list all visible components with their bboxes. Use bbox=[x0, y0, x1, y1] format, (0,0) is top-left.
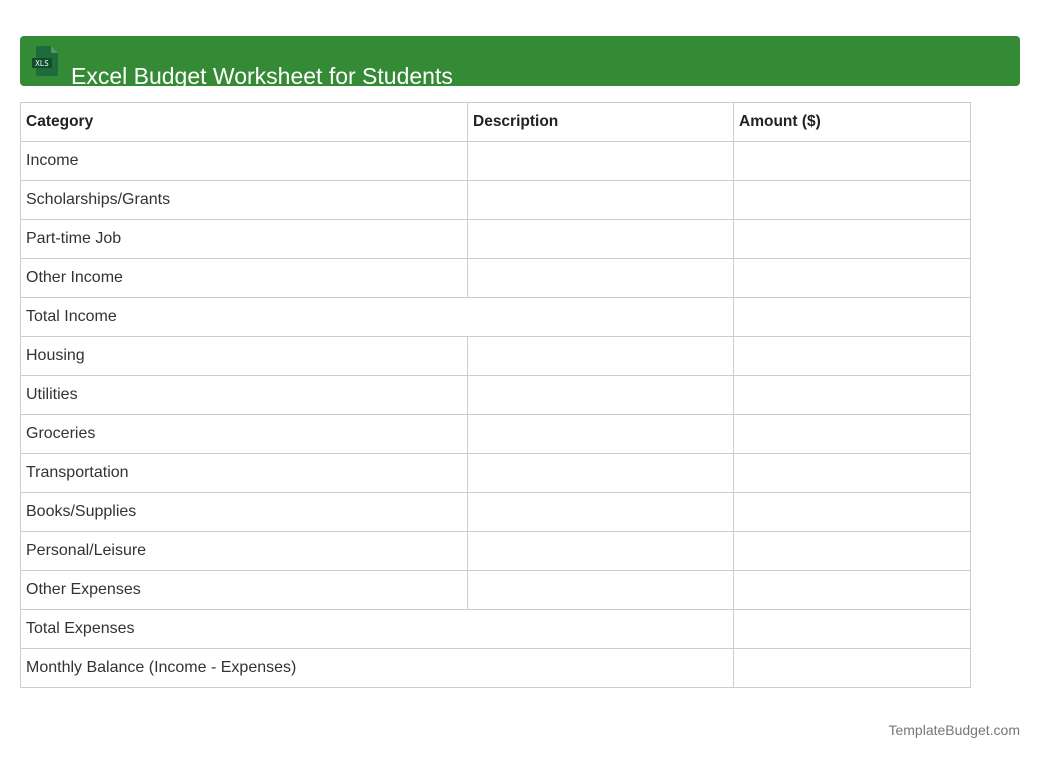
category-cell: Books/Supplies bbox=[21, 493, 468, 532]
description-cell[interactable] bbox=[468, 142, 734, 181]
amount-cell[interactable] bbox=[734, 142, 971, 181]
table-row-total-income bbox=[21, 298, 971, 337]
table-row-monthly-balance bbox=[21, 649, 971, 688]
table-row-other-income bbox=[21, 259, 971, 298]
amount-cell[interactable] bbox=[734, 571, 971, 610]
amount-cell[interactable] bbox=[734, 220, 971, 259]
description-cell[interactable] bbox=[468, 376, 734, 415]
description-cell[interactable] bbox=[468, 415, 734, 454]
amount-cell[interactable] bbox=[734, 181, 971, 220]
description-cell[interactable] bbox=[468, 259, 734, 298]
amount-cell[interactable] bbox=[734, 415, 971, 454]
table-row-scholarships-grants bbox=[21, 181, 971, 220]
table-row-housing bbox=[21, 337, 971, 376]
description-cell[interactable] bbox=[468, 454, 734, 493]
total-income-amount-cell[interactable] bbox=[734, 298, 971, 337]
category-cell: Other Expenses bbox=[21, 571, 468, 610]
column-header-description: Description bbox=[468, 103, 734, 142]
amount-cell[interactable] bbox=[734, 376, 971, 415]
category-cell: Other Income bbox=[21, 259, 468, 298]
table-row-utilities bbox=[21, 376, 971, 415]
category-cell: Housing bbox=[21, 337, 468, 376]
amount-cell[interactable] bbox=[734, 259, 971, 298]
monthly-balance-amount-cell[interactable] bbox=[734, 649, 971, 688]
description-cell[interactable] bbox=[468, 181, 734, 220]
description-cell[interactable] bbox=[468, 220, 734, 259]
table-row-personal-leisure bbox=[21, 532, 971, 571]
table-row-part-time-job bbox=[21, 220, 971, 259]
column-header-category: Category bbox=[21, 103, 468, 142]
amount-cell[interactable] bbox=[734, 454, 971, 493]
table-row-income bbox=[21, 142, 971, 181]
total-expenses-amount-cell[interactable] bbox=[734, 610, 971, 649]
amount-cell[interactable] bbox=[734, 337, 971, 376]
table-row-other-expenses bbox=[21, 571, 971, 610]
table-row-transportation bbox=[21, 454, 971, 493]
amount-cell[interactable] bbox=[734, 532, 971, 571]
total-expenses-label: Total Expenses bbox=[21, 610, 734, 649]
table-row-total-expenses bbox=[21, 610, 971, 649]
description-cell[interactable] bbox=[468, 571, 734, 610]
amount-cell[interactable] bbox=[734, 493, 971, 532]
table-row-books-supplies bbox=[21, 493, 971, 532]
monthly-balance-label: Monthly Balance (Income - Expenses) bbox=[21, 649, 734, 688]
table-header-row bbox=[21, 103, 971, 142]
page-title: Excel Budget Worksheet for Students bbox=[71, 63, 453, 90]
description-cell[interactable] bbox=[468, 337, 734, 376]
category-cell: Transportation bbox=[21, 454, 468, 493]
category-cell: Scholarships/Grants bbox=[21, 181, 468, 220]
category-cell: Personal/Leisure bbox=[21, 532, 468, 571]
footer-brand: TemplateBudget.com bbox=[888, 722, 1020, 738]
category-cell: Part-time Job bbox=[21, 220, 468, 259]
category-cell: Groceries bbox=[21, 415, 468, 454]
description-cell[interactable] bbox=[468, 493, 734, 532]
table-row-groceries bbox=[21, 415, 971, 454]
xls-icon-label: XLS bbox=[35, 59, 49, 68]
description-cell[interactable] bbox=[468, 532, 734, 571]
title-bar bbox=[20, 36, 1020, 90]
category-cell: Income bbox=[21, 142, 468, 181]
column-header-amount: Amount ($) bbox=[734, 103, 971, 142]
xls-file-icon bbox=[32, 45, 60, 77]
category-cell: Utilities bbox=[21, 376, 468, 415]
budget-table bbox=[20, 102, 971, 688]
total-income-label: Total Income bbox=[21, 298, 734, 337]
